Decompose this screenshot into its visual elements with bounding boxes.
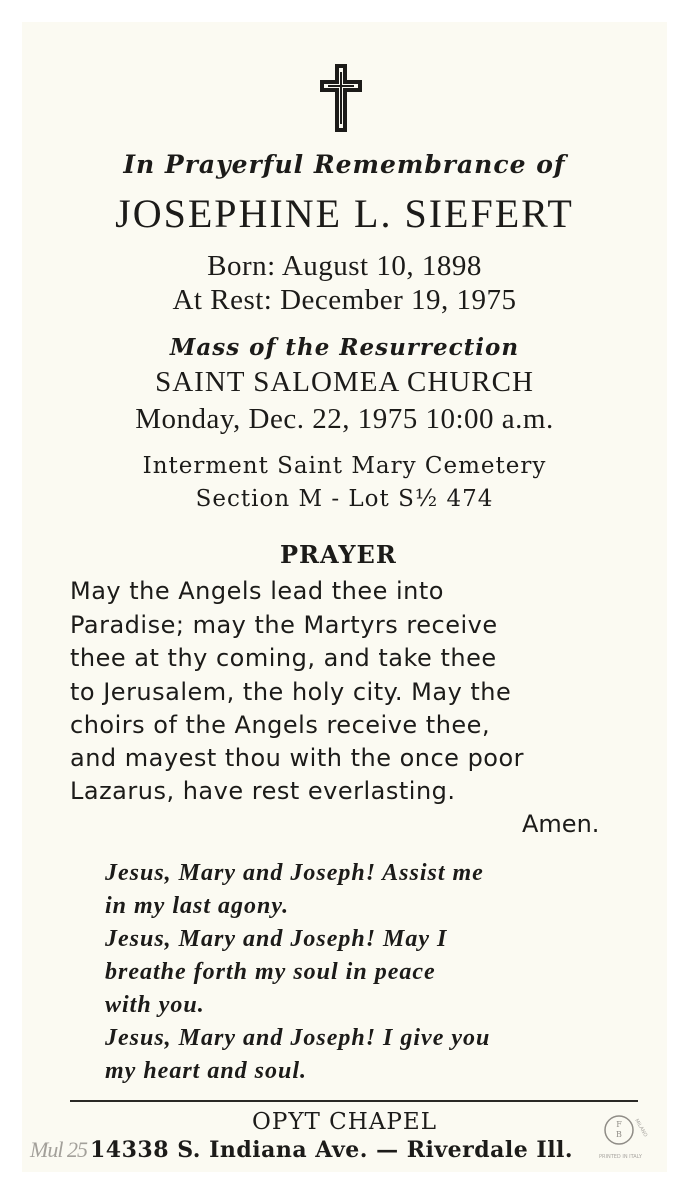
death-date: At Rest: December 19, 1975 (172, 284, 517, 316)
svg-text:MILANO: MILANO (633, 1118, 649, 1139)
invocation-line: in my last agony. (105, 893, 290, 919)
birth-date: Born: August 10, 1898 (207, 250, 482, 282)
invocation-line: with you. (105, 992, 205, 1018)
service-date: Monday, Dec. 22, 1975 10:00 a.m. (135, 403, 554, 435)
prayer-heading: PRAYER (280, 540, 397, 569)
invocation-line: my heart and soul. (105, 1058, 308, 1084)
mass-title: Mass of the Resurrection (169, 334, 520, 361)
handwritten-mark: Mul 25 (30, 1137, 87, 1162)
printer-seal-icon (589, 1106, 653, 1168)
invocation-line: Jesus, Mary and Joseph! Assist me (105, 860, 484, 886)
prayer-amen: Amen. (522, 810, 600, 838)
prayer-line: and mayest thou with the once poor (70, 744, 525, 772)
prayer-line: choirs of the Angels receive thee, (70, 711, 491, 739)
church-name: SAINT SALOMEA CHURCH (155, 366, 534, 398)
memorial-card (22, 22, 667, 1172)
invocation-line: Jesus, Mary and Joseph! I give you (105, 1025, 491, 1051)
svg-text:B: B (616, 1130, 622, 1139)
prayer-line: May the Angels lead thee into (70, 577, 444, 605)
prayer-line: Paradise; may the Martyrs receive (70, 611, 498, 639)
invocation-line: breathe forth my soul in peace (105, 959, 436, 985)
svg-text:PRINTED IN ITALY: PRINTED IN ITALY (599, 1154, 642, 1160)
remembrance-intro: In Prayerful Remembrance of (123, 150, 566, 179)
divider-rule (70, 1100, 638, 1102)
prayer-line: to Jerusalem, the holy city. May the (70, 678, 512, 706)
invocation-line: Jesus, Mary and Joseph! May I (105, 926, 448, 952)
cross-icon (316, 62, 366, 134)
prayer-line: Lazarus, have rest everlasting. (70, 777, 456, 805)
interment-location: Interment Saint Mary Cemetery (142, 453, 547, 479)
deceased-name: JOSEPHINE L. SIEFERT (115, 191, 574, 236)
chapel-address: 14338 S. Indiana Ave. — Riverdale Ill. (90, 1137, 574, 1163)
cemetery-section: Section M - Lot S½ 474 (195, 486, 494, 512)
chapel-name: OPYT CHAPEL (252, 1109, 437, 1135)
prayer-line: thee at thy coming, and take thee (70, 644, 497, 672)
svg-text:F: F (616, 1120, 622, 1129)
